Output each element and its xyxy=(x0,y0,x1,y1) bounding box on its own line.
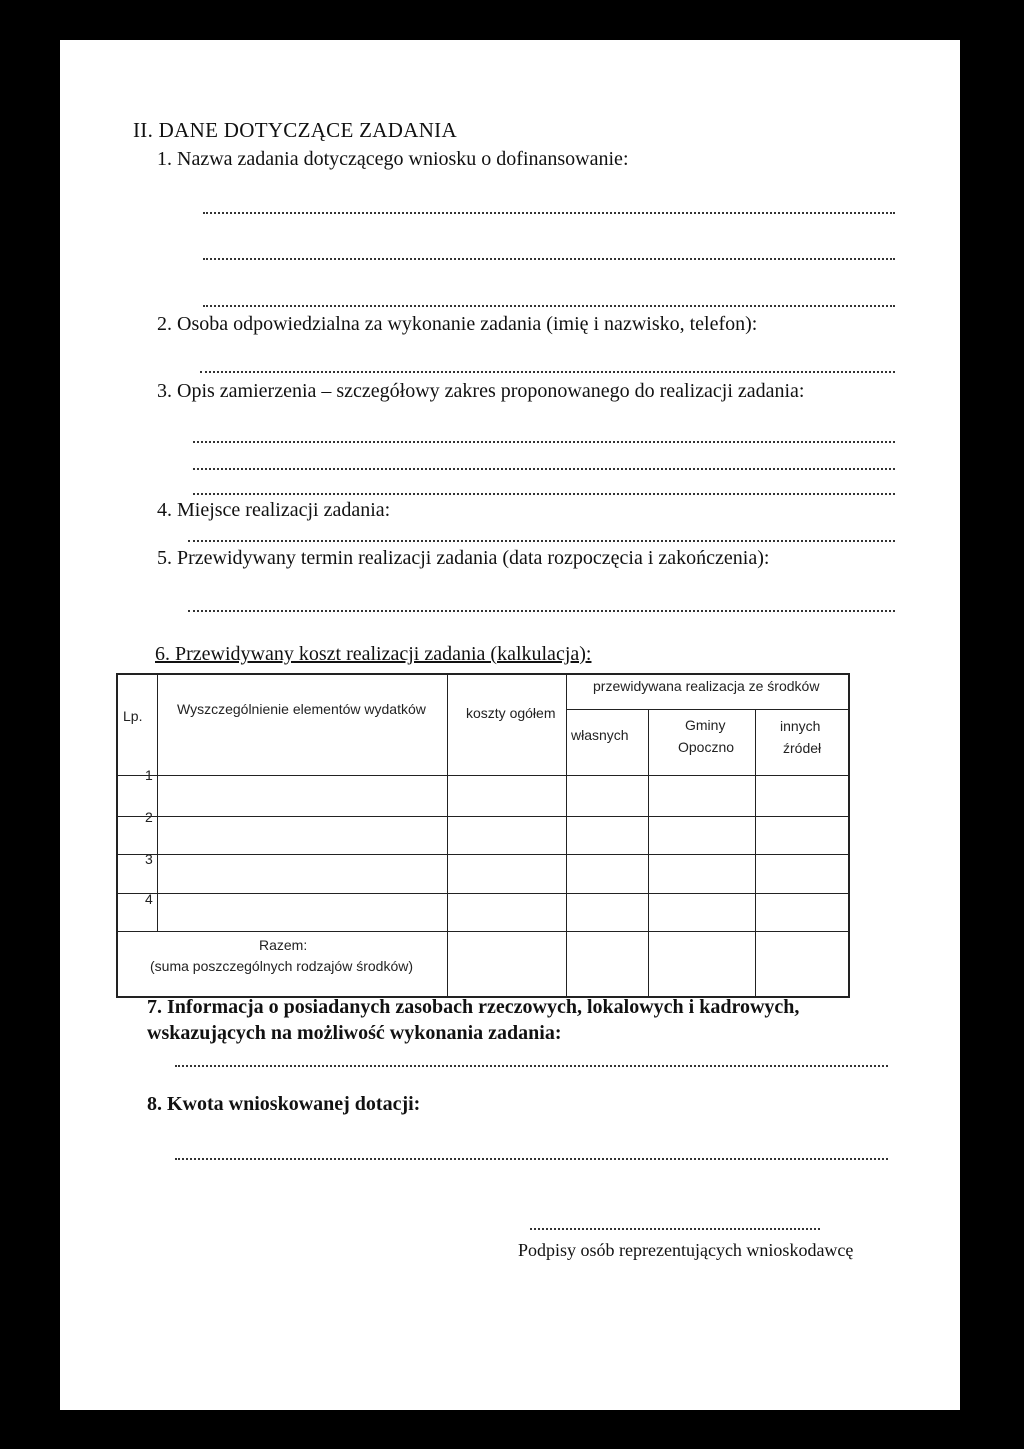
question-6: 6. Przewidywany koszt realizacji zadania (kalkulacja): xyxy=(155,643,592,665)
signature-line[interactable] xyxy=(530,1228,820,1230)
header-other-2: źródeł xyxy=(783,740,822,756)
question-2: 2. Osoba odpowiedzialna za wykonanie zadania (imię i nazwisko, telefon): xyxy=(157,313,758,335)
form-page xyxy=(60,40,960,1410)
question-7-line1: 7. Informacja o posiadanych zasobach rzeczowych, lokalowych i kadrowych, xyxy=(147,996,800,1018)
row-line-4 xyxy=(116,931,850,932)
col-line-total xyxy=(566,673,567,998)
header-gmina-2: Opoczno xyxy=(678,739,735,755)
header-other-1: innych xyxy=(780,718,821,734)
question-4: 4. Miejsce realizacji zadania: xyxy=(157,499,391,521)
row-line-2 xyxy=(116,854,850,855)
header-bottom-line xyxy=(116,775,850,776)
question-8: 8. Kwota wnioskowanej dotacji: xyxy=(147,1093,421,1115)
group-header-divider xyxy=(566,709,850,710)
row-line-1 xyxy=(116,816,850,817)
section-title: II. DANE DOTYCZĄCE ZADANIA xyxy=(133,118,457,142)
sum-description: (suma poszczególnych rodzajów środków) xyxy=(150,958,413,974)
question-3: 3. Opis zamierzenia – szczegółowy zakres proponowanego do realizacji zadania: xyxy=(157,380,805,402)
sum-label: Razem: xyxy=(259,937,308,953)
header-own: własnych xyxy=(571,727,629,743)
row-number-3: 3 xyxy=(145,851,153,867)
answer-line-5[interactable] xyxy=(188,610,895,612)
question-7-line2: wskazujących na możliwość wykonania zadania: xyxy=(147,1022,562,1044)
question-5: 5. Przewidywany termin realizacji zadania (data rozpoczęcia i zakończenia): xyxy=(157,547,770,569)
answer-line-4[interactable] xyxy=(188,540,895,542)
answer-line-1b[interactable] xyxy=(203,258,895,260)
answer-line-2[interactable] xyxy=(200,371,895,373)
col-line-elements xyxy=(447,673,448,998)
header-elements: Wyszczególnienie elementów wydatków xyxy=(177,701,426,717)
header-gmina-1: Gminy xyxy=(685,717,726,733)
answer-line-8[interactable] xyxy=(175,1158,888,1160)
answer-line-1a[interactable] xyxy=(203,212,895,214)
table-top-border xyxy=(116,673,850,675)
signature-label: Podpisy osób reprezentujących wnioskodawcę xyxy=(518,1240,854,1260)
row-number-4: 4 xyxy=(145,891,153,907)
header-total: koszty ogółem xyxy=(466,705,556,721)
answer-line-3a[interactable] xyxy=(193,441,895,443)
answer-line-1c[interactable] xyxy=(203,305,895,307)
answer-line-3c[interactable] xyxy=(193,493,895,495)
table-left-border xyxy=(116,673,118,998)
row-number-2: 2 xyxy=(145,809,153,825)
table-right-border xyxy=(848,673,850,998)
question-1: 1. Nazwa zadania dotyczącego wniosku o dofinansowanie: xyxy=(157,148,629,170)
answer-line-7[interactable] xyxy=(175,1065,888,1067)
answer-line-3b[interactable] xyxy=(193,468,895,470)
row-number-1: 1 xyxy=(145,767,153,783)
row-line-3 xyxy=(116,893,850,894)
header-lp: Lp. xyxy=(123,708,143,724)
header-group: przewidywana realizacja ze środków xyxy=(593,678,820,694)
